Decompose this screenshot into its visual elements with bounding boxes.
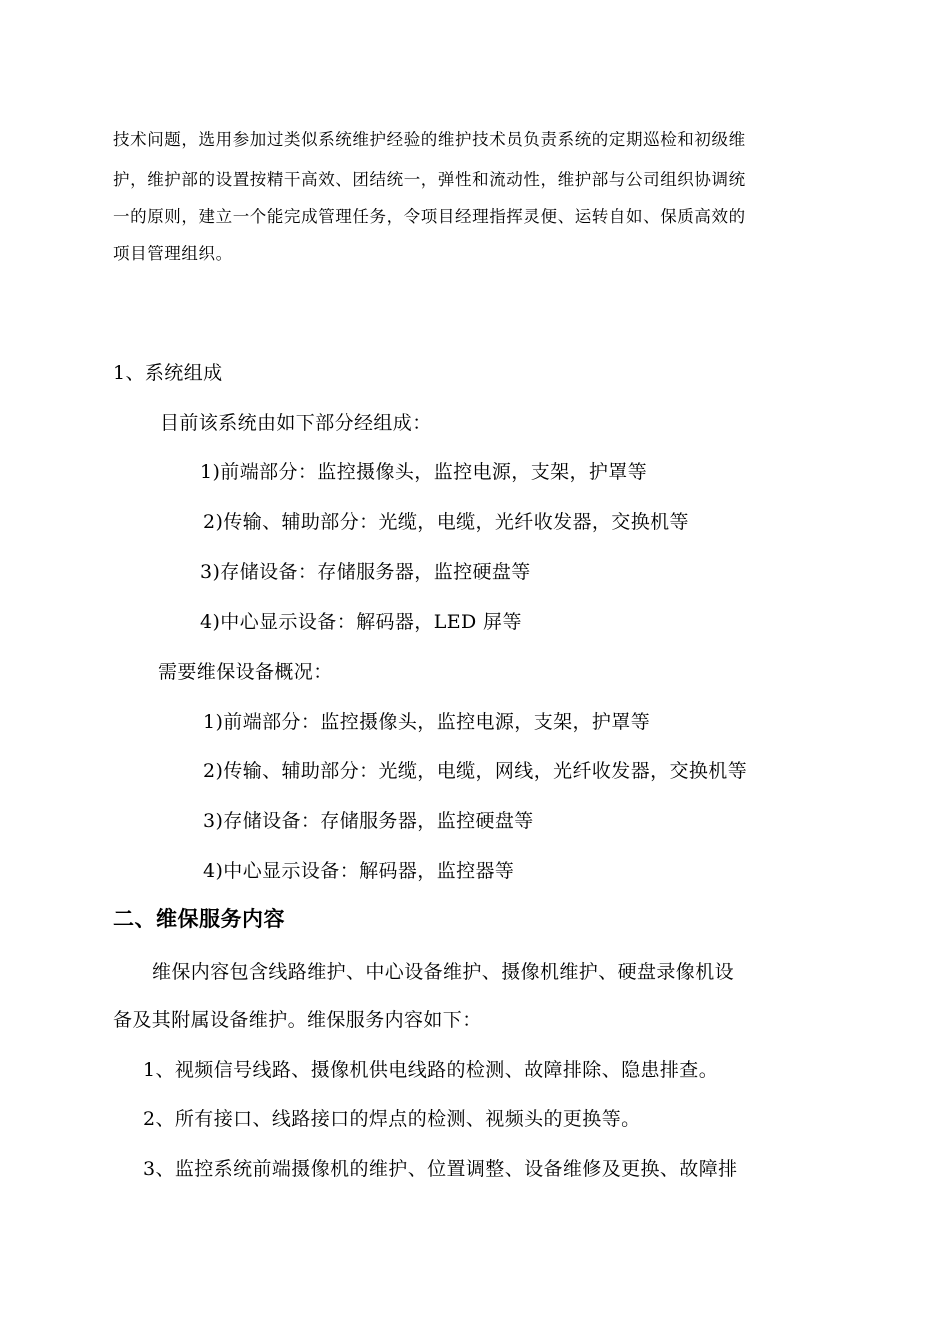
service-item-2: 2、所有接口、线路接口的焊点的检测、视频头的更换等。 (143, 1108, 641, 1130)
intro-line-3: 一的原则，建立一个能完成管理任务，令项目经理指挥灵便、运转自如、保质高效的 (113, 207, 746, 226)
intro-line-2: 护，维护部的设置按精干高效、团结统一，弹性和流动性，维护部与公司组织协调统 (113, 170, 746, 189)
intro-line-1: 技术问题，选用参加过类似系统维护经验的维护技术员负责系统的定期巡检和初级维 (113, 130, 746, 149)
section2-heading: 二、维保服务内容 (113, 906, 285, 931)
service-item-1: 1、视频信号线路、摄像机供电线路的检测、故障排除、隐患排查。 (143, 1059, 719, 1081)
maintenance-item-1: 1)前端部分：监控摄像头，监控电源，支架，护罩等 (203, 711, 651, 733)
composition-item-3: 3)存储设备：存储服务器，监控硬盘等 (200, 561, 531, 583)
maintenance-item-2: 2)传输、辅助部分：光缆，电缆，网线，光纤收发器，交换机等 (203, 760, 748, 782)
composition-item-2: 2)传输、辅助部分：光缆，电缆，光纤收发器，交换机等 (203, 511, 689, 533)
section1-heading: 1、系统组成 (113, 362, 223, 384)
intro-line-4: 项目管理组织。 (113, 244, 233, 263)
maintenance-intro: 需要维保设备概况： (158, 661, 333, 683)
service-item-3: 3、监控系统前端摄像机的维护、位置调整、设备维修及更换、故障排 (143, 1158, 738, 1180)
maintenance-item-3: 3)存储设备：存储服务器，监控硬盘等 (203, 810, 534, 832)
composition-item-4: 4)中心显示设备：解码器，LED 屏等 (200, 611, 522, 633)
section2-para-line-1: 维保内容包含线路维护、中心设备维护、摄像机维护、硬盘录像机设 (152, 961, 735, 983)
composition-item-1: 1)前端部分：监控摄像头，监控电源，支架，护罩等 (200, 461, 648, 483)
composition-intro: 目前该系统由如下部分经组成： (160, 412, 432, 434)
section2-para-line-2: 备及其附属设备维护。维保服务内容如下： (113, 1009, 482, 1031)
maintenance-item-4: 4)中心显示设备：解码器，监控器等 (203, 860, 515, 882)
